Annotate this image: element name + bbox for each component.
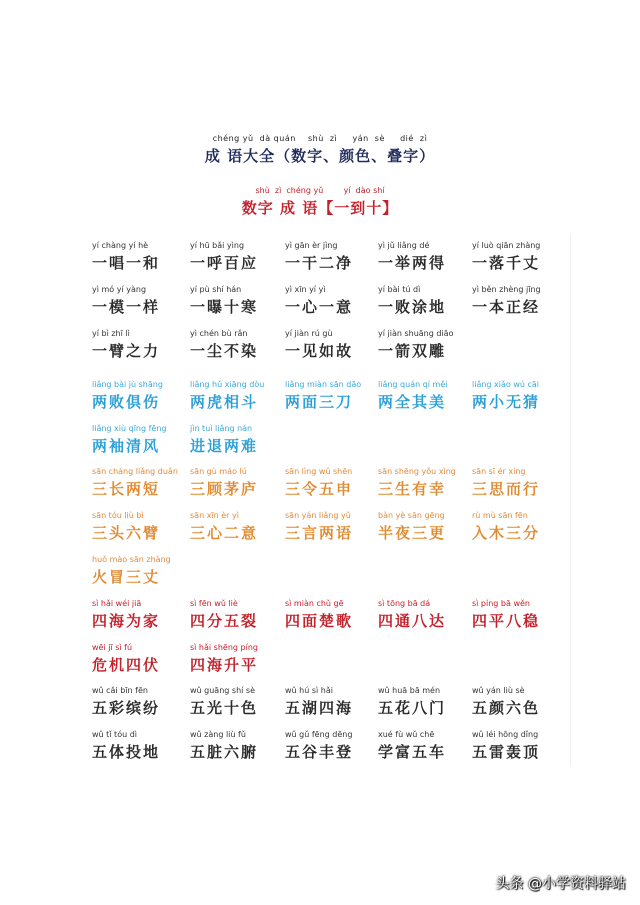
idiom-pinyin: wǔ léi hōng dǐng bbox=[472, 730, 539, 739]
idiom-pinyin: wǔ zàng liù fǔ bbox=[190, 730, 246, 739]
idiom-row bbox=[0, 284, 640, 328]
idiom-text: 一落千丈 bbox=[472, 254, 541, 272]
idiom-text: 五光十色 bbox=[190, 699, 259, 717]
idiom-row bbox=[0, 642, 640, 686]
idiom-item bbox=[190, 423, 310, 455]
idiom-text: 入木三分 bbox=[472, 524, 541, 542]
idiom-text: 危机四伏 bbox=[92, 656, 161, 674]
section-title-pinyin: shù zì chéng yǔ yí dào shí bbox=[255, 186, 385, 195]
idiom-text: 四通八达 bbox=[378, 612, 447, 630]
idiom-pinyin: sān tóu liù bì bbox=[92, 511, 144, 520]
idiom-text: 一干二净 bbox=[285, 254, 354, 272]
idiom-text: 一唱一和 bbox=[92, 254, 161, 272]
idiom-text: 三心二意 bbox=[190, 524, 259, 542]
idiom-pinyin: sān lìng wǔ shēn bbox=[285, 467, 353, 476]
idiom-pinyin: wǔ cǎi bīn fēn bbox=[92, 686, 148, 695]
idiom-text: 五谷丰登 bbox=[285, 743, 354, 761]
idiom-item bbox=[472, 685, 592, 717]
idiom-row bbox=[0, 598, 640, 642]
idiom-text: 学富五车 bbox=[378, 743, 447, 761]
idiom-item bbox=[472, 466, 592, 498]
idiom-item bbox=[472, 598, 592, 630]
idiom-text: 四面楚歌 bbox=[285, 612, 354, 630]
idiom-row bbox=[0, 423, 640, 467]
idiom-pinyin: rù mù sān fēn bbox=[472, 511, 528, 520]
idiom-item bbox=[472, 729, 592, 761]
idiom-pinyin: xué fù wǔ chē bbox=[378, 730, 435, 739]
idiom-pinyin: yí luò qiān zhàng bbox=[472, 241, 541, 250]
idiom-row bbox=[0, 729, 640, 773]
idiom-text: 一见如故 bbox=[285, 342, 354, 360]
section-header bbox=[0, 186, 640, 218]
idiom-pinyin: bàn yè sān gēng bbox=[378, 511, 445, 520]
idiom-pinyin: yì chén bù rǎn bbox=[190, 329, 248, 338]
idiom-pinyin: wēi jī sì fú bbox=[92, 643, 133, 652]
idiom-text: 三顾茅庐 bbox=[190, 480, 259, 498]
idiom-item bbox=[92, 554, 212, 586]
idiom-text: 五脏六腑 bbox=[190, 743, 259, 761]
idiom-pinyin: sān cháng liǎng duǎn bbox=[92, 467, 178, 476]
idiom-pinyin: liǎng xiǎo wú cāi bbox=[472, 380, 540, 389]
idiom-text: 一心一意 bbox=[285, 298, 354, 316]
idiom-text: 一本正经 bbox=[472, 298, 541, 316]
idiom-text: 一尘不染 bbox=[190, 342, 259, 360]
idiom-item bbox=[472, 240, 592, 272]
idiom-pinyin: yì mó yí yàng bbox=[92, 285, 147, 294]
idiom-item bbox=[190, 642, 310, 674]
idiom-pinyin: yì xīn yí yì bbox=[285, 285, 326, 294]
idiom-text: 三言两语 bbox=[285, 524, 354, 542]
idiom-pinyin: liǎng miàn sān dāo bbox=[285, 380, 362, 389]
idiom-text: 三思而行 bbox=[472, 480, 541, 498]
idiom-pinyin: yí pù shí hán bbox=[190, 285, 242, 294]
idiom-pinyin: yí jiàn rú gù bbox=[285, 329, 333, 338]
idiom-pinyin: sì hǎi shēng píng bbox=[190, 643, 258, 652]
idiom-text: 一臂之力 bbox=[92, 342, 161, 360]
idiom-item bbox=[472, 284, 592, 316]
idiom-pinyin: yì běn zhèng jīng bbox=[472, 285, 541, 294]
idiom-row bbox=[0, 379, 640, 423]
idiom-text: 一败涂地 bbox=[378, 298, 447, 316]
idiom-text: 半夜三更 bbox=[378, 524, 447, 542]
page-title: 成 语大全（数字、颜色、叠字） bbox=[204, 147, 436, 165]
idiom-text: 四海为家 bbox=[92, 612, 161, 630]
idiom-text: 一呼百应 bbox=[190, 254, 259, 272]
idiom-item bbox=[472, 379, 592, 411]
idiom-pinyin: yí chàng yí hè bbox=[92, 241, 149, 250]
idiom-pinyin: wǔ hú sì hǎi bbox=[285, 686, 333, 695]
idiom-pinyin: sān sī ér xíng bbox=[472, 467, 526, 476]
idiom-pinyin: yí bì zhī lì bbox=[92, 329, 130, 338]
idiom-text: 两虎相斗 bbox=[190, 393, 259, 411]
idiom-pinyin: sì hǎi wéi jiā bbox=[92, 599, 142, 608]
title-pinyin: chéng yǔ dà quán shù zì yán sè dié zì bbox=[212, 134, 428, 143]
idiom-text: 五颜六色 bbox=[472, 699, 541, 717]
idiom-text: 两全其美 bbox=[378, 393, 447, 411]
idiom-text: 三令五申 bbox=[285, 480, 354, 498]
idiom-pinyin: jìn tuì liǎng nán bbox=[190, 424, 253, 433]
idiom-pinyin: sān xīn èr yì bbox=[190, 511, 239, 520]
idiom-text: 一模一样 bbox=[92, 298, 161, 316]
idiom-text: 四海升平 bbox=[190, 656, 259, 674]
idiom-pinyin: wǔ guāng shí sè bbox=[190, 686, 255, 695]
section-title: 数字 成 语【一到十】 bbox=[241, 199, 399, 217]
idiom-pinyin: wǔ yán liù sè bbox=[472, 686, 525, 695]
idiom-row bbox=[0, 240, 640, 284]
idiom-text: 五雷轰顶 bbox=[472, 743, 541, 761]
idiom-pinyin: sì miàn chǔ gē bbox=[285, 599, 344, 608]
idiom-pinyin: yí hū bǎi yìng bbox=[190, 241, 245, 250]
idiom-text: 五湖四海 bbox=[285, 699, 354, 717]
idiom-text: 一箭双雕 bbox=[378, 342, 447, 360]
idiom-pinyin: yí bài tú dì bbox=[378, 285, 421, 294]
idiom-pinyin: sì fēn wǔ liè bbox=[190, 599, 238, 608]
idiom-pinyin: wǔ gǔ fēng dēng bbox=[285, 730, 353, 739]
idiom-row bbox=[0, 466, 640, 510]
idiom-text: 两败俱伤 bbox=[92, 393, 161, 411]
idiom-pinyin: yí jiàn shuāng diāo bbox=[378, 329, 454, 338]
idiom-pinyin: liǎng hǔ xiāng dòu bbox=[190, 380, 265, 389]
idiom-pinyin: wǔ tǐ tóu dì bbox=[92, 730, 138, 739]
idiom-text: 五花八门 bbox=[378, 699, 447, 717]
idiom-text: 两小无猜 bbox=[472, 393, 541, 411]
idiom-text: 火冒三丈 bbox=[92, 568, 161, 586]
idiom-text: 一举两得 bbox=[378, 254, 447, 272]
idiom-text: 四平八稳 bbox=[472, 612, 541, 630]
idiom-row bbox=[0, 554, 640, 598]
idiom-text: 三头六臂 bbox=[92, 524, 161, 542]
idiom-pinyin: liǎng quán qí měi bbox=[378, 380, 448, 389]
idiom-text: 五体投地 bbox=[92, 743, 161, 761]
idiom-item bbox=[472, 510, 592, 542]
idiom-pinyin: sān yán liǎng yǔ bbox=[285, 511, 351, 520]
idiom-pinyin: yì jǔ liǎng dé bbox=[378, 241, 430, 250]
idiom-text: 四分五裂 bbox=[190, 612, 259, 630]
idiom-pinyin: sì tōng bā dá bbox=[378, 599, 431, 608]
idiom-text: 一曝十寒 bbox=[190, 298, 259, 316]
idiom-text: 五彩缤纷 bbox=[92, 699, 161, 717]
idiom-pinyin: huǒ mào sān zhàng bbox=[92, 555, 171, 564]
idiom-item bbox=[378, 328, 498, 360]
idiom-text: 进退两难 bbox=[190, 437, 259, 455]
idiom-pinyin: wǔ huā bā mén bbox=[378, 686, 441, 695]
idiom-text: 两面三刀 bbox=[285, 393, 354, 411]
idiom-pinyin: liǎng bài jù shāng bbox=[92, 380, 163, 389]
idiom-text: 三生有幸 bbox=[378, 480, 447, 498]
idiom-pinyin: sì píng bā wěn bbox=[472, 599, 530, 608]
idiom-text: 三长两短 bbox=[92, 480, 161, 498]
idiom-text: 两袖清风 bbox=[92, 437, 161, 455]
idiom-pinyin: yì gān èr jìng bbox=[285, 241, 338, 250]
idiom-row bbox=[0, 510, 640, 554]
idiom-row bbox=[0, 685, 640, 729]
idiom-row bbox=[0, 328, 640, 372]
idiom-pinyin: sān shēng yǒu xìng bbox=[378, 467, 456, 476]
document-header bbox=[0, 134, 640, 166]
idiom-pinyin: sān gù máo lú bbox=[190, 467, 247, 476]
watermark: 头条 @小学资料驿站 bbox=[495, 876, 626, 892]
idiom-pinyin: liǎng xiù qīng fēng bbox=[92, 424, 167, 433]
